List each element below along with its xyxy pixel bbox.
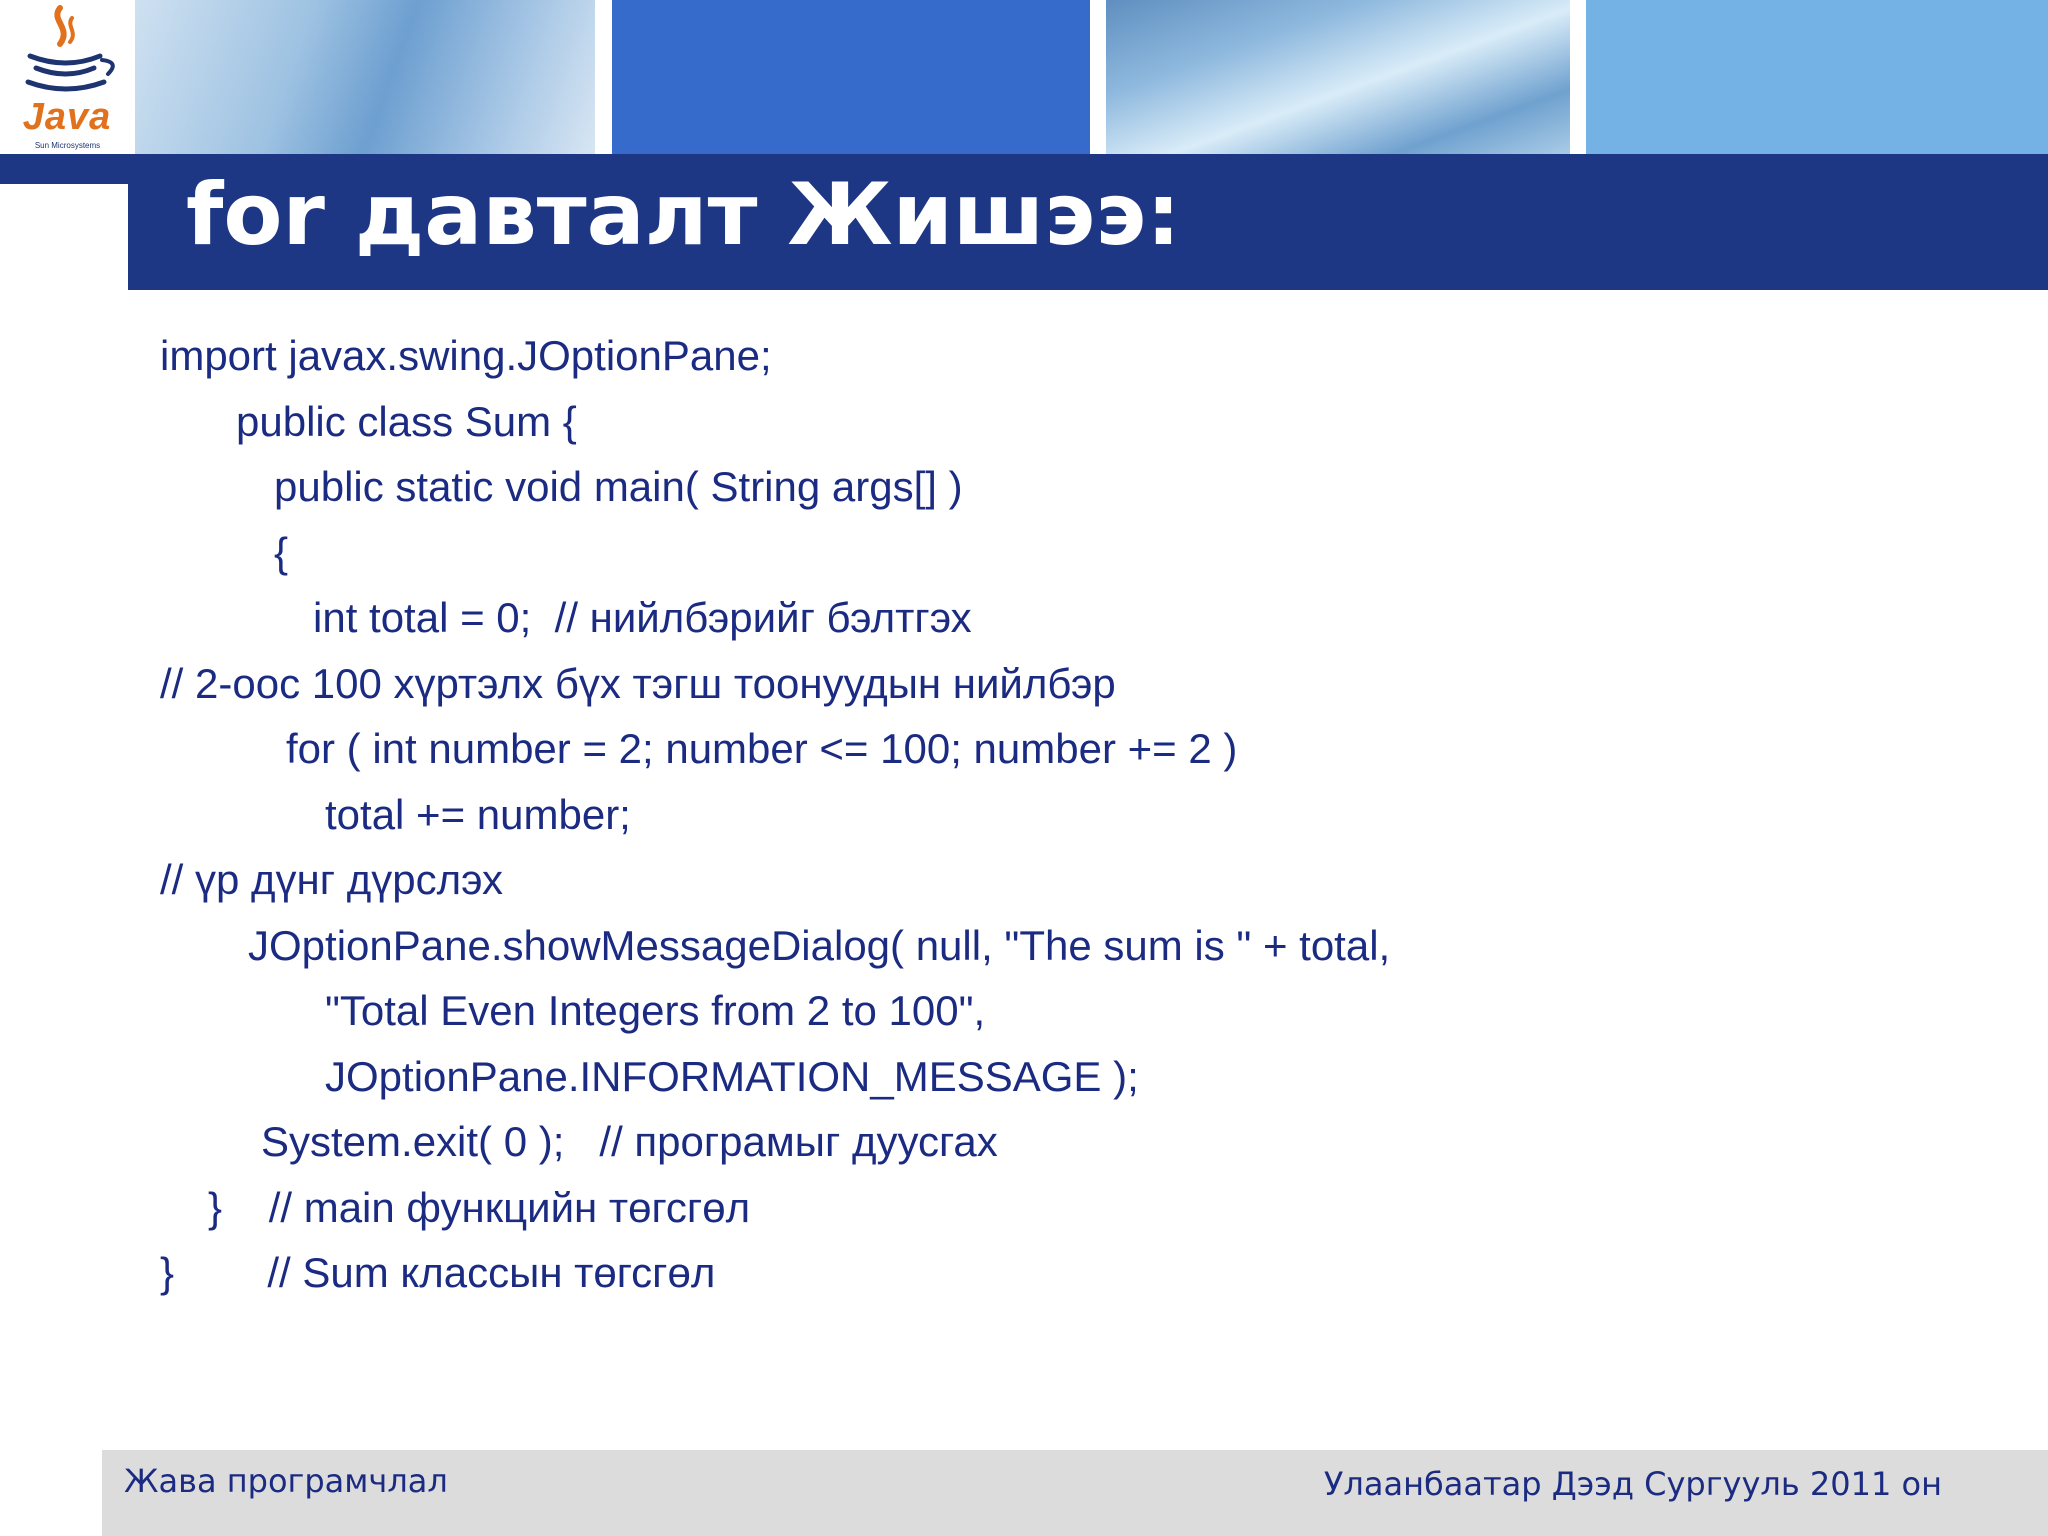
title-bar-accent <box>0 154 128 184</box>
code-line: JOptionPane.showMessageDialog( null, "The sum is " + total, <box>248 922 1391 969</box>
banner-divider <box>1570 0 1587 154</box>
code-line: System.exit( 0 ); // програмыг дуусгах <box>261 1118 998 1165</box>
banner-lightblue-panel <box>1586 0 2048 154</box>
code-line: total += number; <box>325 791 631 838</box>
footer-institution: Улаанбаатар Дээд Сургууль 2011 он <box>1323 1465 1942 1503</box>
code-line: // 2-оос 100 хүртэлх бүх тэгш тоонуудын нийлбэр <box>160 660 1116 707</box>
logo-wordmark: Java <box>22 96 112 138</box>
banner-divider <box>595 0 612 154</box>
banner-divider <box>1090 0 1107 154</box>
code-line: JOptionPane.INFORMATION_MESSAGE ); <box>325 1053 1139 1100</box>
logo-subtext: Sun Microsystems <box>34 141 101 150</box>
banner-image-hands <box>135 0 595 154</box>
code-line: public static void main( String args[] ) <box>274 463 963 510</box>
header-banner <box>0 0 2048 154</box>
code-line: import javax.swing.JOptionPane; <box>160 332 772 379</box>
code-line: public class Sum { <box>236 398 577 445</box>
code-line: } // main функцийн төгсгөл <box>208 1184 751 1231</box>
banner-image-building <box>1106 0 1570 154</box>
banner-blue-panel <box>612 0 1090 154</box>
code-line: "Total Even Integers from 2 to 100", <box>325 987 986 1034</box>
code-line: } // Sum классын төгсгөл <box>160 1249 716 1296</box>
footer-course-name: Жава програмчлал <box>124 1462 448 1500</box>
code-line: // үр дүнг дүрслэх <box>160 856 504 903</box>
slide-title: for давталт Жишээ: <box>186 165 1181 265</box>
code-line: int total = 0; // нийлбэрийг бэлтгэх <box>313 594 972 641</box>
code-line: { <box>274 529 289 576</box>
java-logo <box>0 0 135 154</box>
code-line: for ( int number = 2; number <= 100; number += 2 ) <box>286 725 1238 772</box>
coffee-cup-icon <box>0 0 135 100</box>
